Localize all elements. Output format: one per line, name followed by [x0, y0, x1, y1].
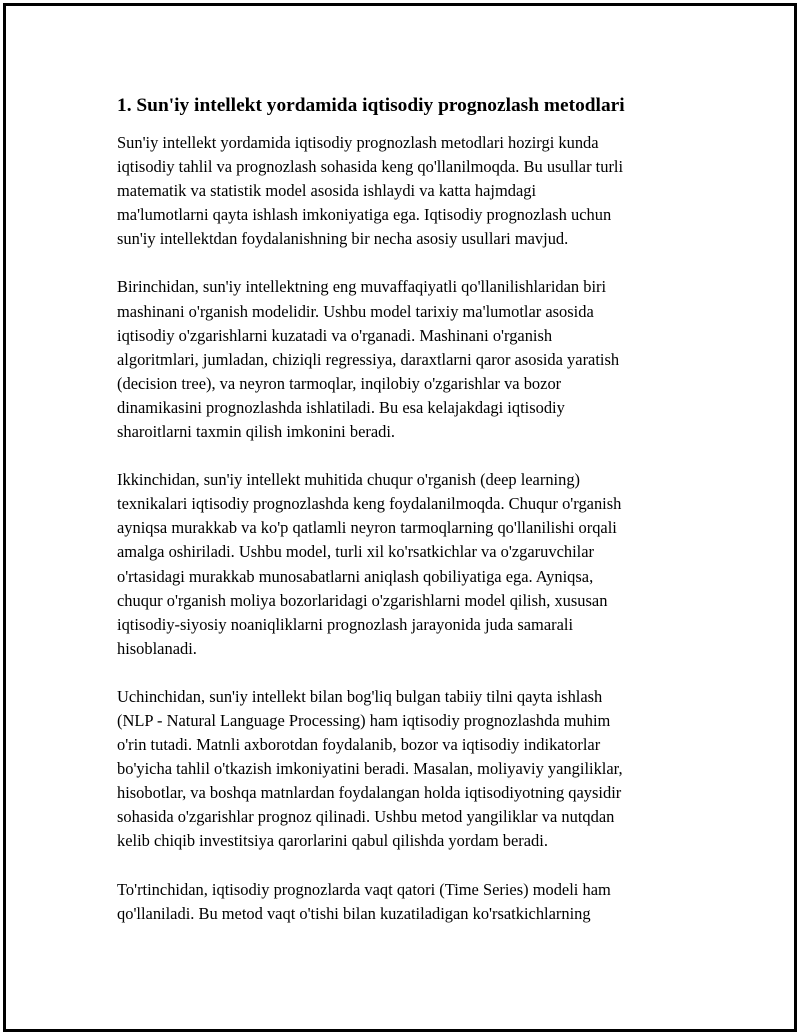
text-line: chuqur o'rganish moliya bozorlaridagi o'zgarishlarni model qilish, xususan [117, 590, 608, 610]
text-line: qo'llaniladi. Bu metod vaqt o'tishi bilan kuzatiladigan ko'rsatkichlarning [117, 903, 591, 923]
text-line: kelib chiqib investitsiya qarorlarini qabul qilishda yordam beradi. [117, 831, 548, 851]
text-line: mashinani o'rganish modelidir. Ushbu model tarixiy ma'lumotlar asosida [117, 301, 594, 321]
paragraph-third [117, 685, 699, 854]
text-line: algoritmlari, jumladan, chiziqli regressiya, daraxtlarni qaror asosida yaratish [117, 349, 620, 369]
text-line: iqtisodiy tahlil va prognozlash sohasida keng qo'llanilmoqda. Bu usullar turli [117, 157, 624, 177]
paragraph-fourth [117, 878, 699, 926]
text-line: amalga oshiriladi. Ushbu model, turli xil ko'rsatkichlar va o'zgaruvchilar [117, 542, 595, 562]
text-line: matematik va statistik model asosida ishlaydi va katta hajmdagi [117, 181, 537, 201]
document-body [117, 92, 699, 950]
paragraph-first [117, 275, 699, 444]
text-line: bo'yicha tahlil o'tkazish imkoniyatini beradi. Masalan, moliyaviy yangiliklar, [117, 759, 623, 779]
paragraph-second [117, 468, 699, 661]
text-line: iqtisodiy o'zgarishlarni kuzatadi va o'rganadi. Mashinani o'rganish [117, 325, 553, 345]
text-line: sohasida o'zgarishlar prognoz qilinadi. Ushbu metod yangiliklar va nutqdan [117, 807, 615, 827]
text-line: ayniqsa murakkab va ko'p qatlamli neyron tarmoqlarning qo'llanilishi orqali [117, 518, 617, 538]
text-line: iqtisodiy-siyosiy noaniqliklarni prognozlash jarayonida juda samarali [117, 614, 574, 634]
text-line: (decision tree), va neyron tarmoqlar, inqilobiy o'zgarishlar va bozor [117, 373, 562, 393]
text-line: ma'lumotlarni qayta ishlash imkoniyatiga ega. Iqtisodiy prognozlash uchun [117, 205, 612, 225]
text-line: o'rtasidagi murakkab munosabatlarni aniqlash qobiliyatiga ega. Ayniqsa, [117, 566, 594, 586]
section-heading: 1. Sun'iy intellekt yordamida iqtisodiy prognozlash metodlari [117, 95, 625, 116]
paragraph-intro [117, 131, 699, 251]
text-line: To'rtinchidan, iqtisodiy prognozlarda vaqt qatori (Time Series) modeli ham [117, 879, 611, 899]
text-line: dinamikasini prognozlashda ishlatiladi. Bu esa kelajakdagi iqtisodiy [117, 397, 565, 417]
text-line: sharoitlarni taxmin qilish imkonini beradi. [117, 422, 396, 442]
text-line: (NLP - Natural Language Processing) ham iqtisodiy prognozlashda muhim [117, 710, 611, 730]
text-line: Sun'iy intellekt yordamida iqtisodiy prognozlash metodlari hozirgi kunda [117, 133, 599, 152]
text-line: texnikalari iqtisodiy prognozlashda keng foydalanilmoqda. Chuqur o'rganish [117, 494, 622, 514]
text-line: hisoblanadi. [117, 638, 197, 658]
text-line: Uchinchidan, sun'iy intellekt bilan bog'liq bulgan tabiiy tilni qayta ishlash [117, 686, 603, 706]
text-line: sun'iy intellektdan foydalanishning bir necha asosiy usullari mavjud. [117, 229, 569, 249]
text-line: hisobotlar, va boshqa matnlardan foydalangan holda iqtisodiyotning qaysidir [117, 783, 622, 803]
text-line: Ikkinchidan, sun'iy intellekt muhitida chuqur o'rganish (deep learning) [117, 470, 581, 490]
text-line: o'rin tutadi. Matnli axborotdan foydalanib, bozor va iqtisodiy indikatorlar [117, 735, 601, 755]
text-line: Birinchidan, sun'iy intellektning eng muvaffaqiyatli qo'llanilishlaridan biri [117, 277, 607, 297]
